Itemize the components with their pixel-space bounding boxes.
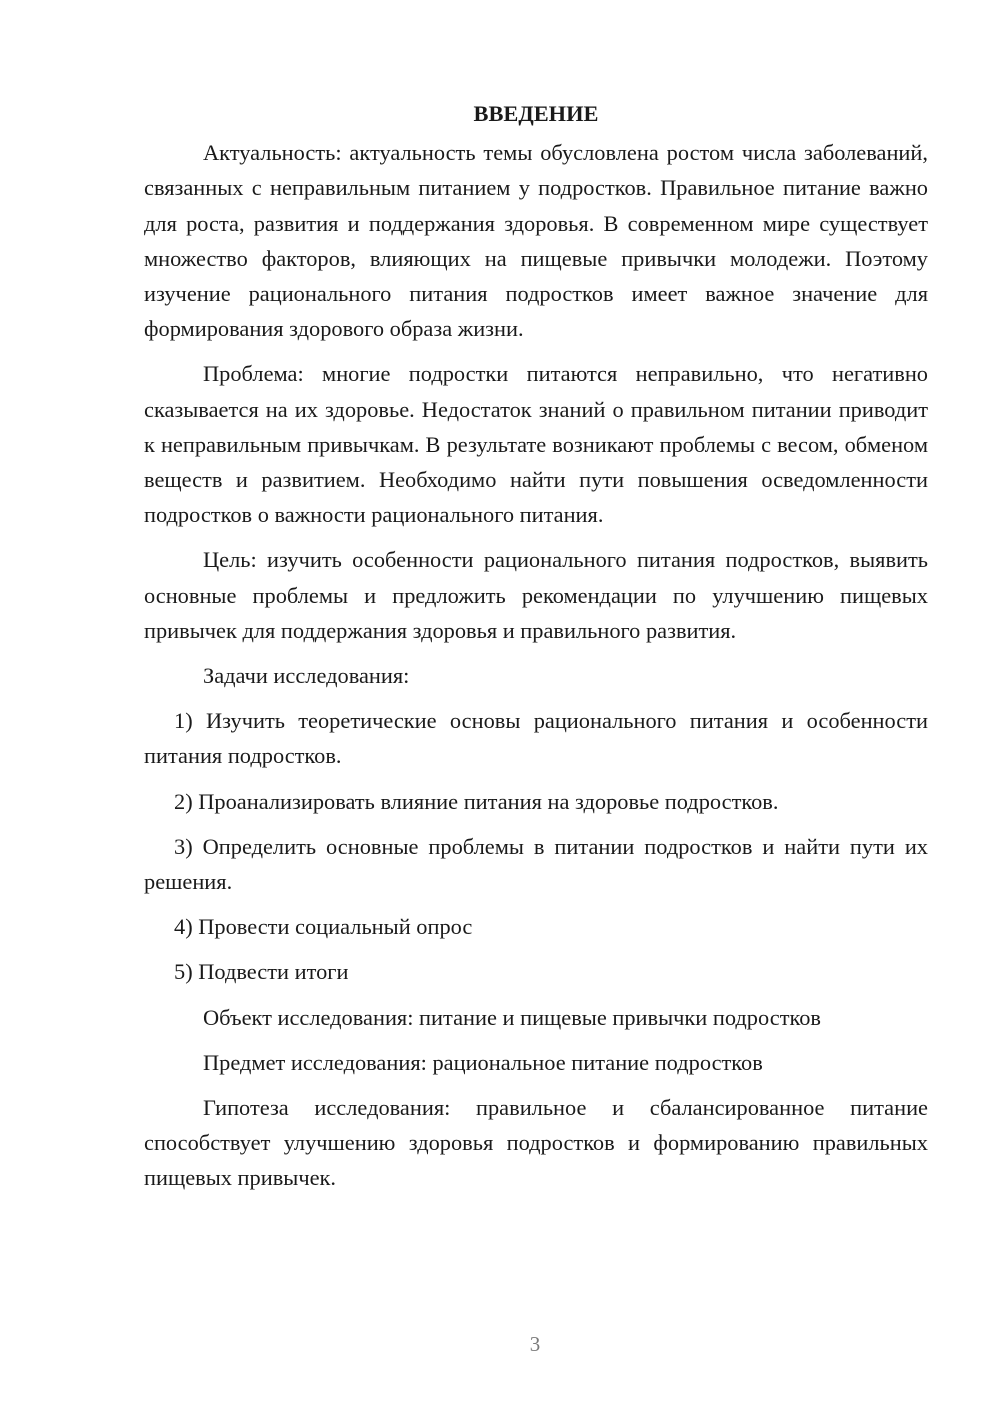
goal-paragraph: Цель: изучить особенности рационального питания подростков, выявить основные проблемы и предложить рекомендации по улучшению пищевых привычек для поддержания здоровья и правильного развития. xyxy=(144,547,928,643)
research-object: Объект исследования: питание и пищевые привычки подростков xyxy=(203,1004,821,1030)
task-item-4: 4) Провести социальный опрос xyxy=(174,914,473,940)
task-item-2: 2) Проанализировать влияние питания на здоровье подростков. xyxy=(174,788,779,814)
page-title: ВВЕДЕНИЕ xyxy=(473,101,599,126)
document-page xyxy=(144,96,928,1206)
task-item-1: 1) Изучить теоретические основы рационального питания и особенности питания подростков. xyxy=(144,708,928,769)
problem-paragraph: Проблема: многие подростки питаются неправильно, что негативно сказывается на их здоровье. Недостаток знаний о правильном питании приводит к неправильным привычкам. В результате возникают проблемы с весом, обменом веществ и развитием. Необходимо найти пути повышения осведомленности подростков о важности рационального питания. xyxy=(144,361,928,528)
research-subject: Предмет исследования: рациональное питание подростков xyxy=(203,1049,763,1075)
research-hypothesis: Гипотеза исследования: правильное и сбалансированное питание способствует улучшению здоровья подростков и формированию правильных пищевых привычек. xyxy=(144,1095,928,1191)
tasks-heading: Задачи исследования: xyxy=(203,663,410,689)
task-item-5: 5) Подвести итоги xyxy=(174,959,349,985)
relevance-paragraph: Актуальность: актуальность темы обусловлена ростом числа заболеваний, связанных с неправильным питанием у подростков. Правильное питание важно для роста, развития и поддержания здоровья. В современном мире существует множество факторов, влияющих на пищевые привычки молодежи. Поэтому изучение рационального питания подростков имеет важное значение для формирования здорового образа жизни. xyxy=(144,140,928,342)
task-item-3: 3) Определить основные проблемы в питании подростков и найти пути их решения. xyxy=(144,833,928,895)
page-number: 3 xyxy=(529,1332,541,1356)
